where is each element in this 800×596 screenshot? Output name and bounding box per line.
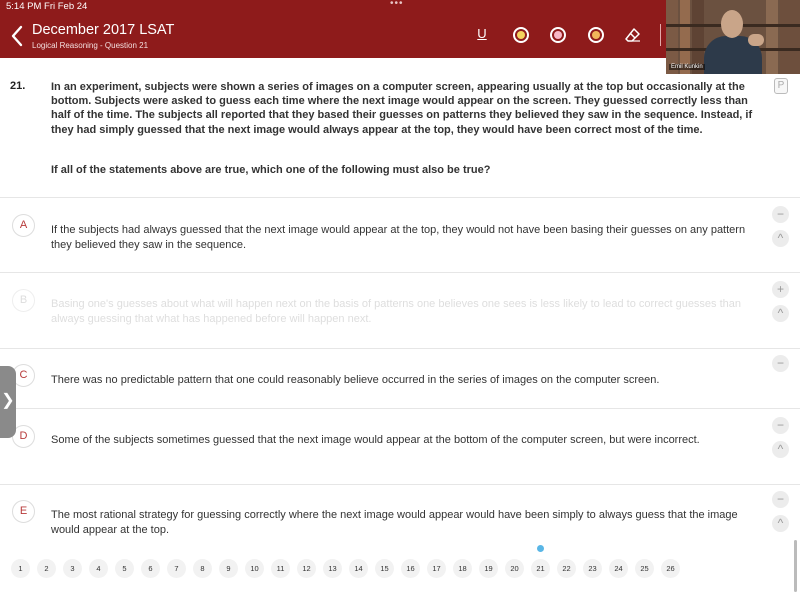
choice-text[interactable]: If the subjects had always guessed that the next image would appear at the top, they would not have been basing their guesses on any pattern they believed they saw in the sequence. [51,224,746,251]
chevron-left-icon [9,25,25,47]
collapse-button[interactable]: ^ [772,441,789,458]
video-thumbnail[interactable] [666,0,800,74]
question-nav-item-10[interactable]: 10 [245,559,264,578]
expand-drawer-button[interactable]: ❯ [0,366,16,438]
question-nav-item-3[interactable]: 3 [63,559,82,578]
person-hand [748,34,764,46]
eliminate-button[interactable]: − [772,206,789,223]
question-stimulus[interactable]: In an experiment, subjects were shown a series of images on a computer screen, appearing usually at the top but occasionally at the bottom. Subjects were asked to guess each time where the next image would appear on the screen. They guessed correctly less than half of the time. The subjects all reported that they based their guesses on patterns they believed they saw in the sequence. Instead, if they had simply guessed that the next image would always appear at the top, they would have been correct most of the time. [51,81,753,136]
bookshelf-decor [692,0,704,74]
video-participant-name: Emil Kunkin [671,64,703,70]
answer-choice-e[interactable] [0,484,800,544]
page-title: December 2017 LSAT [32,22,175,38]
question-nav-item-7[interactable]: 7 [167,559,186,578]
underline-tool-button[interactable]: U [477,26,487,41]
eliminate-button[interactable]: − [772,355,789,372]
status-time: 5:14 PM Fri Feb 24 [6,1,88,12]
question-nav-item-1[interactable]: 1 [11,559,30,578]
header-divider [660,24,661,46]
question-nav-item-5[interactable]: 5 [115,559,134,578]
question-nav-item-4[interactable]: 4 [89,559,108,578]
bookshelf-decor [680,0,690,74]
choice-text[interactable]: There was no predictable pattern that one could reasonably believe occurred in the series of images on the computer screen. [51,374,660,386]
answer-choice-b[interactable] [0,272,800,348]
scrollbar[interactable] [794,540,797,592]
choice-text[interactable]: The most rational strategy for guessing correctly where the next image would appear would have been simply to always guess that the image would appear at the top. [51,509,738,536]
question-nav-item-20[interactable]: 20 [505,559,524,578]
choice-text[interactable]: Basing one's guesses about what will happen next on the basis of patterns one believes one sees is less likely to lead to correct guesses than always guessing that what has happened before will happen next. [51,298,742,325]
collapse-button[interactable]: ^ [772,305,789,322]
collapse-button[interactable]: ^ [772,230,789,247]
question-nav-item-19[interactable]: 19 [479,559,498,578]
highlight-yellow-button[interactable] [513,27,529,43]
multitasking-dots[interactable]: ••• [390,0,404,9]
question-navigator [0,550,800,596]
bookshelf-decor [666,0,678,74]
question-stem[interactable]: If all of the statements above are true, which one of the following must also be true? [51,164,491,176]
question-nav-item-12[interactable]: 12 [297,559,316,578]
question-nav-item-16[interactable]: 16 [401,559,420,578]
question-nav-item-6[interactable]: 6 [141,559,160,578]
current-question-indicator [537,545,544,552]
person-head [721,10,743,38]
choice-letter[interactable]: A [12,214,35,237]
eraser-button[interactable] [625,27,641,43]
question-nav-item-17[interactable]: 17 [427,559,446,578]
question-number: 21. [10,80,26,92]
question-nav-item-22[interactable]: 22 [557,559,576,578]
eliminate-button[interactable]: − [772,491,789,508]
flag-button[interactable]: P [774,78,788,94]
answer-choice-d[interactable] [0,408,800,484]
question-nav-item-15[interactable]: 15 [375,559,394,578]
highlight-orange-button[interactable] [588,27,604,43]
question-nav-item-21[interactable]: 21 [531,559,550,578]
question-nav-item-18[interactable]: 18 [453,559,472,578]
collapse-button[interactable]: ^ [772,515,789,532]
restore-button[interactable]: + [772,281,789,298]
choice-text[interactable]: Some of the subjects sometimes guessed that the next image would appear at the bottom of the computer screen, but were incorrect. [51,434,700,446]
question-nav-item-2[interactable]: 2 [37,559,56,578]
page-subtitle: Logical Reasoning - Question 21 [32,41,149,50]
question-nav-item-26[interactable]: 26 [661,559,680,578]
eraser-icon [625,27,641,43]
choice-letter[interactable]: E [12,500,35,523]
answer-choice-a[interactable] [0,197,800,272]
question-nav-item-13[interactable]: 13 [323,559,342,578]
question-nav-item-14[interactable]: 14 [349,559,368,578]
question-nav-item-11[interactable]: 11 [271,559,290,578]
bookshelf-decor [780,0,800,74]
question-nav-item-8[interactable]: 8 [193,559,212,578]
choice-letter[interactable]: B [12,289,35,312]
question-nav-item-9[interactable]: 9 [219,559,238,578]
highlight-pink-button[interactable] [550,27,566,43]
answer-choice-c[interactable] [0,348,800,408]
bookshelf-decor [766,0,778,74]
choice-letter[interactable]: D [12,425,35,448]
question-nav-item-24[interactable]: 24 [609,559,628,578]
question-nav-item-23[interactable]: 23 [583,559,602,578]
question-nav-item-25[interactable]: 25 [635,559,654,578]
eliminate-button[interactable]: − [772,417,789,434]
choice-letter[interactable]: C [12,364,35,387]
back-button[interactable] [9,25,25,47]
